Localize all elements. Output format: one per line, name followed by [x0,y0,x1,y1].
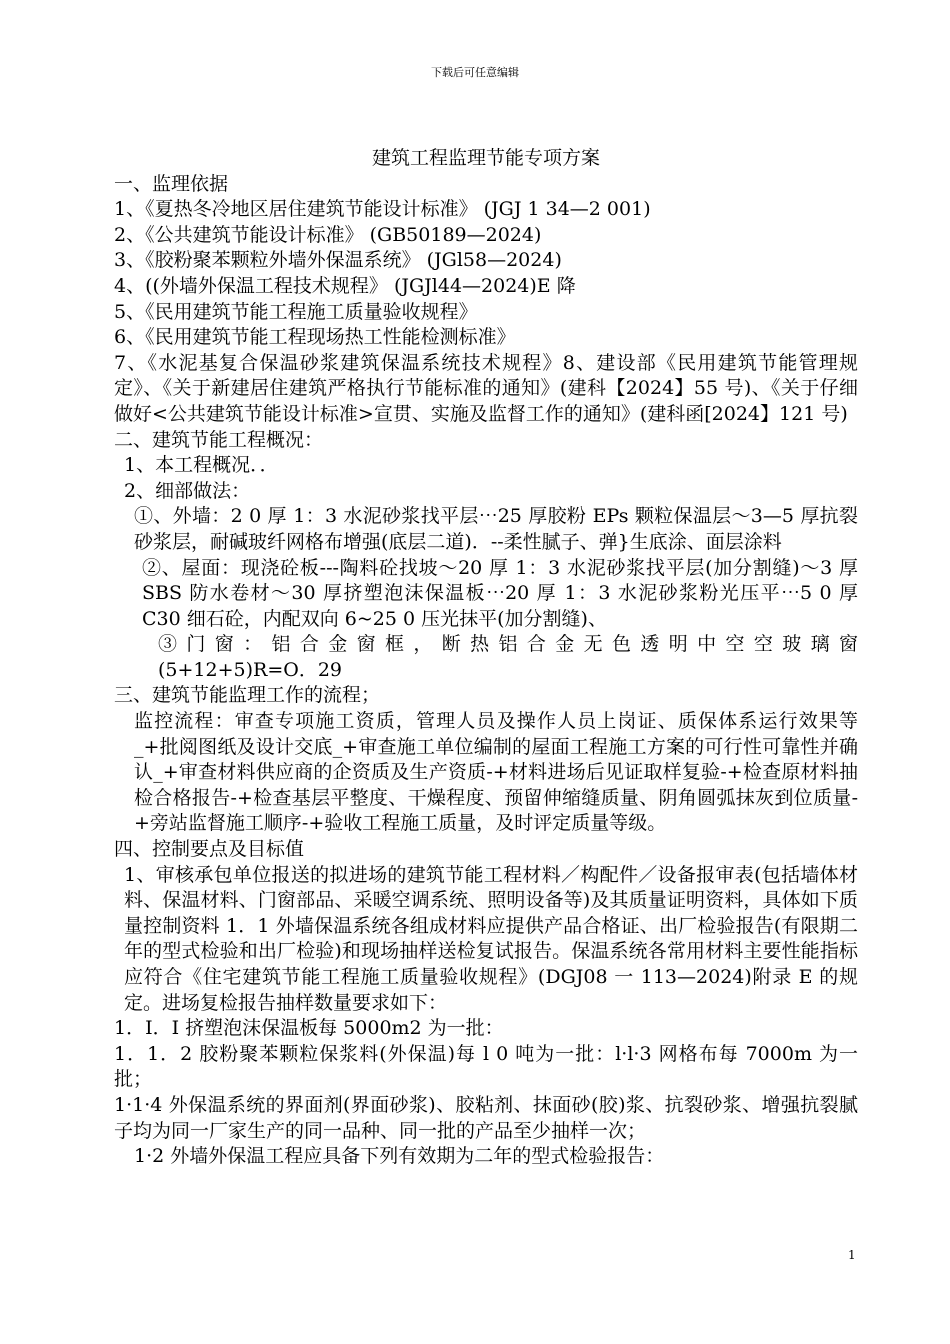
paragraph: 一、监理依据 [114,172,229,195]
paragraph: ②、屋面：现浇砼板---陶料砼找坡～20 厚 1：3 水泥砂浆找平层(加分割缝)～3 厚 SBS 防水卷材～30 厚挤塑泡沫保温板⋯20 厚 1：3 水泥砂浆粉光压平⋯5 0 厚 C30 细石砼，内配双向 6~25 0 压光抹平(加分割缝)、 [142,556,858,630]
paragraph: 三、建筑节能监理工作的流程； [114,684,381,707]
paragraph: 6、《民用建筑节能工程现场热工性能检测标准》 [114,326,516,349]
paragraph: 1、审核承包单位报送的拟进场的建筑节能工程材料／构配件／设备报审表(包括墙体材料、保温材料、门窗部品、采暖空调系统、照明设备等)及其质量证明资料，具体如下质量控制资料 1．1 外墙保温系统各组成材料应提供产品合格证、出厂检验报告(有限期二年的型式检验和出厂检验)和现场抽样送检复试报告。保温系统各常用材料主要性能指标应符合《住宅建筑节能工程施工质量验收规程》(DGJ08 一 113—2024)附录 E 的规定。进场复检报告抽样数量要求如下： [124,863,858,1014]
paragraph: ①、外墙：2 0 厚 1：3 水泥砂浆找平层⋯25 厚胶粉 EPs 颗粒保温层～3—5 厚抗裂砂浆层，耐碱玻纤网格布增强(底层二道)．--柔性腻子、弹}生底涂、面层涂料 [134,505,858,553]
paragraph: 4、((外墙外保温工程技术规程》 (JGJl44—2024)E 降 [114,274,576,297]
paragraph: 7、《水泥基复合保温砂浆建筑保温系统技术规程》8、建设部《民用建筑节能管理规定》、《关于新建居住建筑严格执行节能标准的通知》(建科【2024】55 号)、《关于仔细做好<公共建筑节能设计标准>宣贯、实施及监督工作的通知》(建科函[2024】121 号) [114,351,858,425]
paragraph: ③ 门 窗 ： 铝 合 金 窗 框 ， 断 热 铝 合 金 无 色 透 明 中 空 空 玻 璃 窗 (5+12+5)R=O．29 [158,633,858,681]
paragraph: 1、本工程概况．． [124,454,279,477]
paragraph: 1、《夏热冬冷地区居住建筑节能设计标准》 (JGJ 1 34—2 001) [114,198,651,221]
paragraph: 四、控制要点及目标值 [114,838,305,861]
paragraph: 1·2 外墙外保温工程应具备下列有效期为二年的型式检验报告： [134,1145,665,1168]
header-note: 下载后可任意编辑 [431,66,519,79]
paragraph: 1·1·4 外保温系统的界面剂(界面砂浆)、胶粘剂、抹面砂(胶)浆、抗裂砂浆、增强抗裂腻子均为同一厂家生产的同一品种、同一批的产品至少抽样一次； [114,1093,858,1142]
paragraph: 5、《民用建筑节能工程施工质量验收规程》 [114,300,478,323]
paragraph: 二、建筑节能工程概况： [114,428,324,451]
document-title: 建筑工程监理节能专项方案 [371,147,600,169]
paragraph: 2、细部做法： [124,479,251,502]
paragraph: 1．1．2 胶粉聚苯颗粒保浆料(外保温)每 l 0 吨为一批：l·l·3 网格布每 7000m 为一批； [114,1042,858,1091]
paragraph: 监控流程：审查专项施工资质，管理人员及操作人员上岗证、质保体系运行效果等_+批阅图纸及设计交底_+审查施工单位编制的屋面工程施工方案的可行性可靠性并确认_+审查材料供应商的企资质及生产资质-+材料进场后见证取样复验-+检查原材料抽检合格报告-+检查基层平整度、干燥程度、预留伸缩缝质量、阴角圆弧抹灰到位质量-+旁站监督施工顺序-+验收工程施工质量，及时评定质量等级。 [134,710,858,835]
paragraph: 1．I．I 挤塑泡沫保温板每 5000m2 为一批： [114,1017,504,1040]
document-body [114,146,858,1170]
paragraph: 2、《公共建筑节能设计标准》 (GB50189—2024) [114,223,542,246]
paragraph-list [114,172,858,1170]
paragraph: 3、《胶粉聚苯颗粒外墙外保温系统》 (JGl58—2024) [114,249,562,272]
page-number: 1 [848,1248,856,1262]
